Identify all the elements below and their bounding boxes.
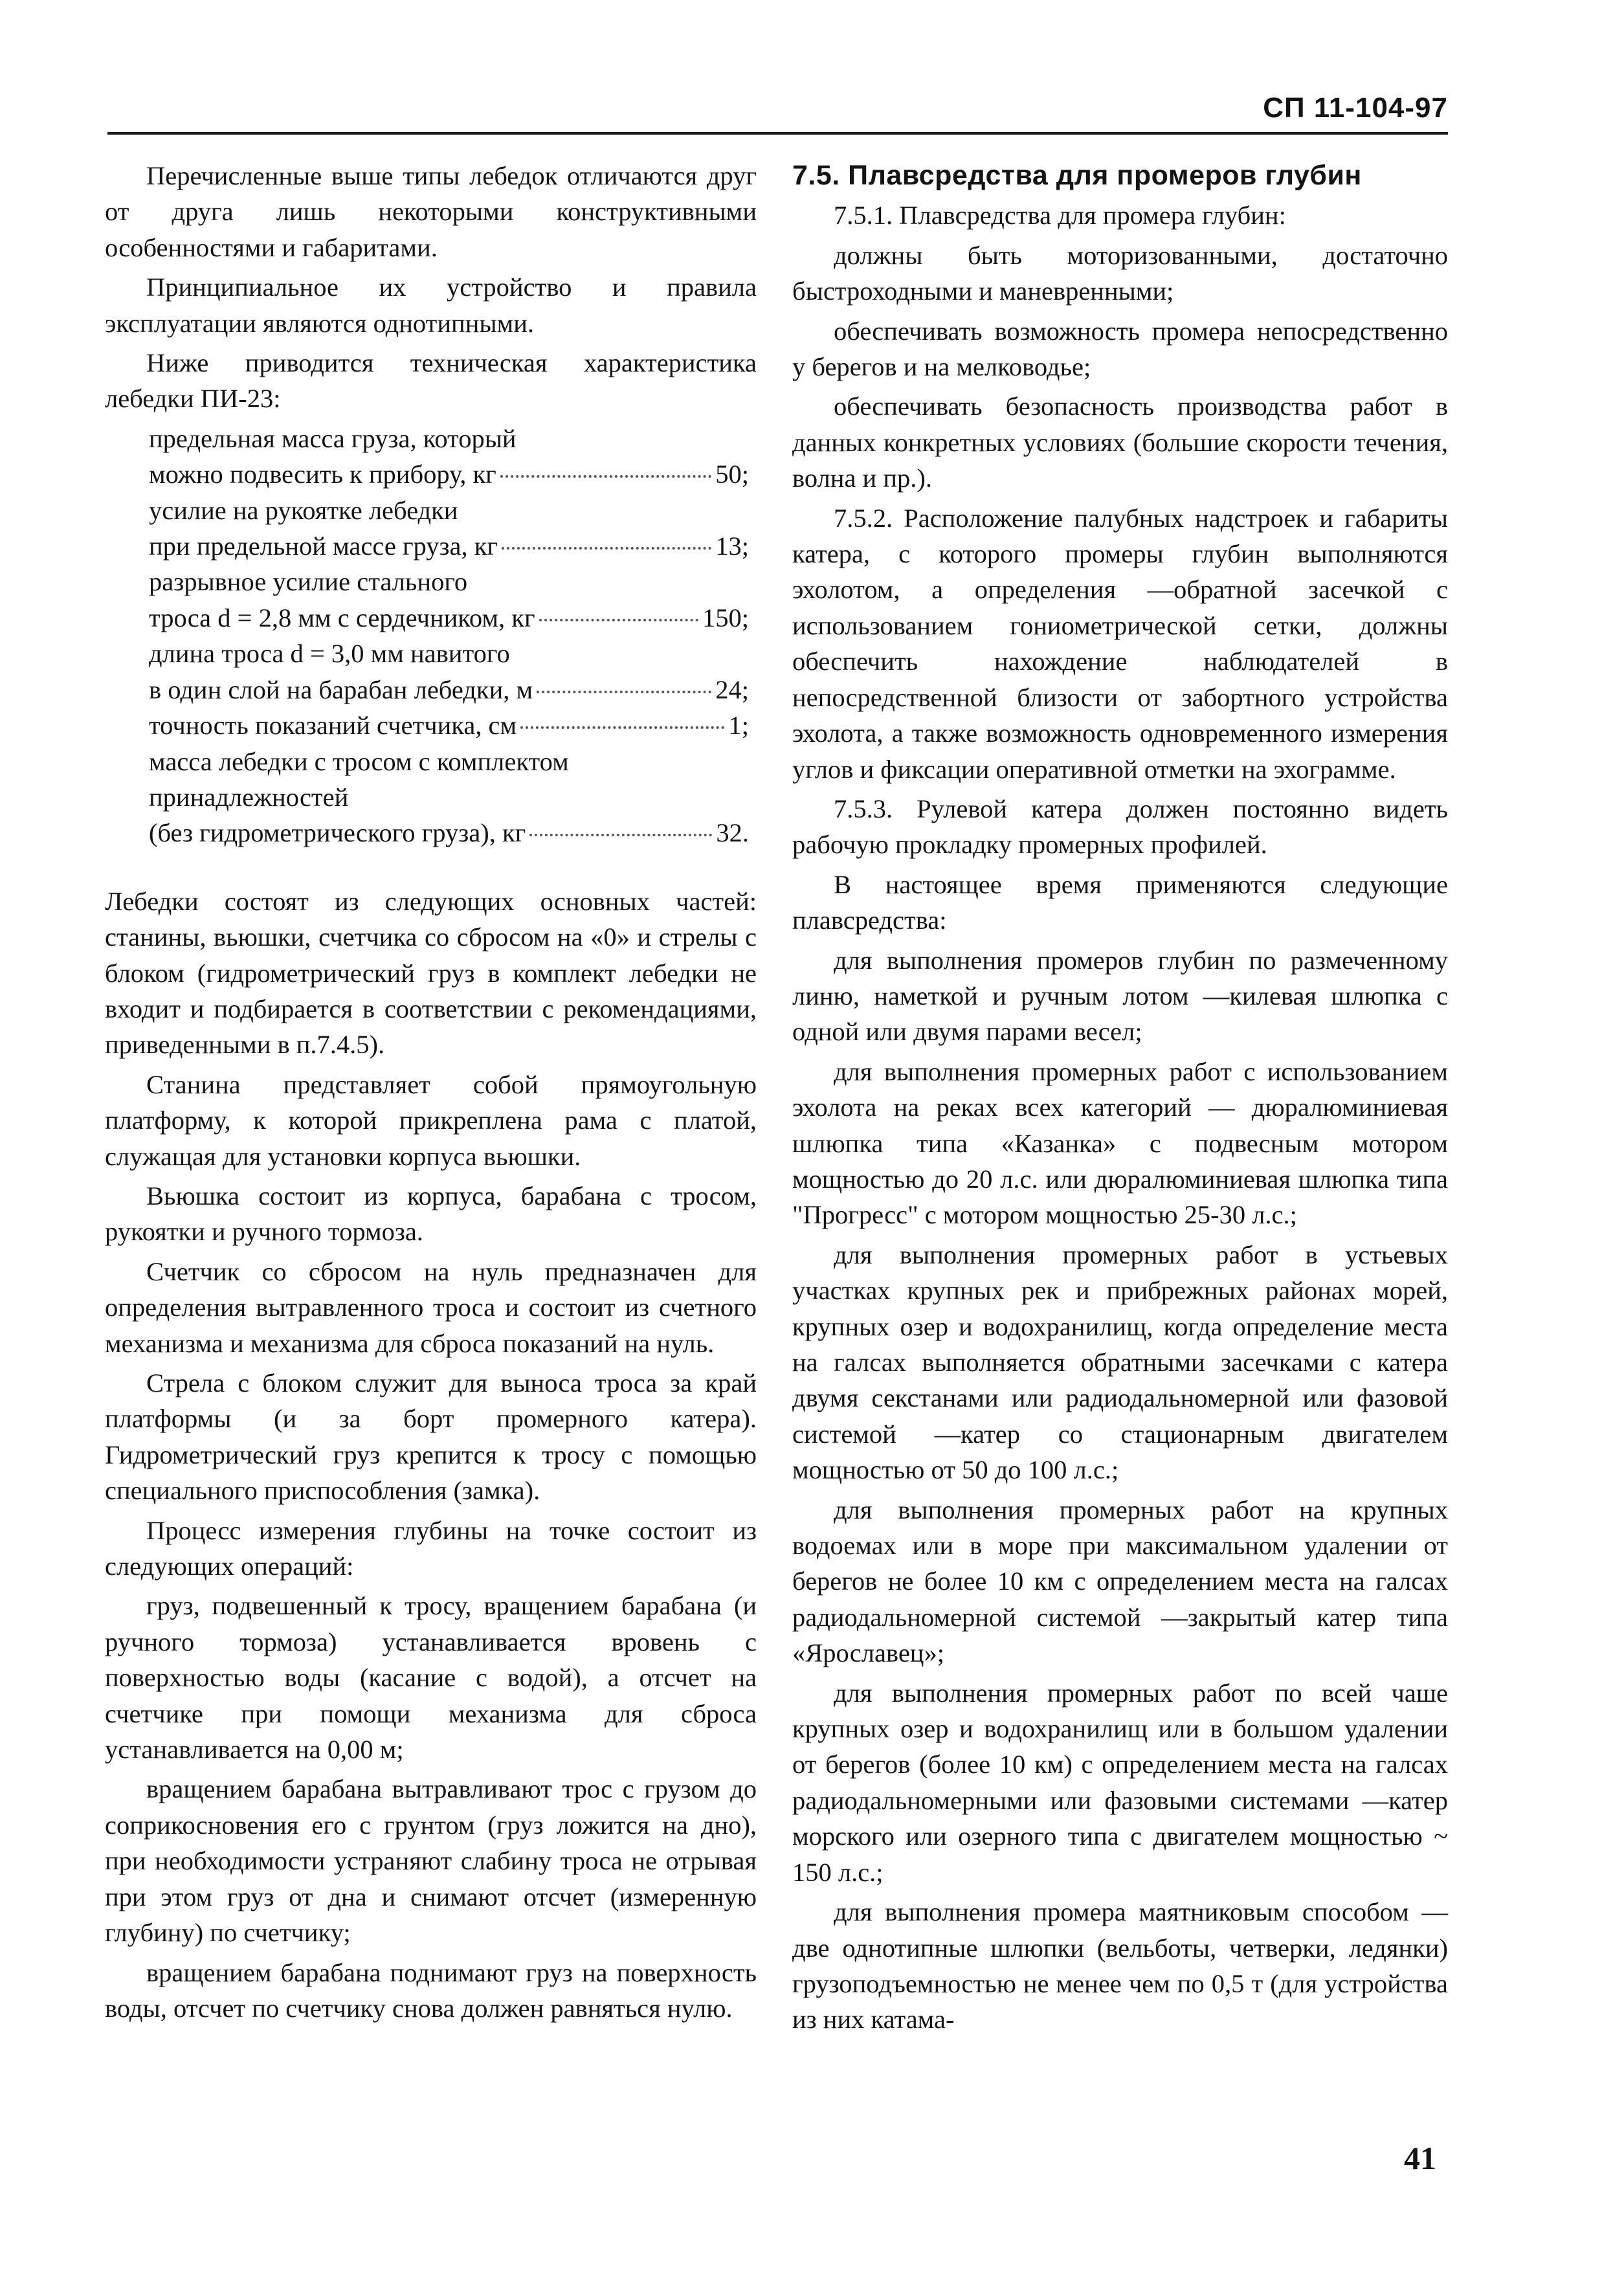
spec-line: длина троса d = 3,0 мм навитого [149,639,510,669]
spec-line: масса лебедки с тросом с комплектом [149,746,569,776]
list-item: для выполнения промерных работ по всей чаше крупных озер и водохранилищ или в большом удалении от берегов (более 10 км) с определением места на галсах радиодальномерными или фазовыми системами —катер морского или озерного типа с двигателем мощностью ~ 150 л.с.; [792,1678,1448,1887]
document-code: СП 11-104-97 [1263,92,1448,124]
paragraph: Лебедки состоят из следующих основных частей: станины, вьюшки, счетчика со сбросом на «0» и стрелы с блоком (гидрометрический груз в комплект лебедки не входит и подбирается в соответствии с рекомендациями, приведенными в п.7.4.5). [105,886,757,1060]
list-item: для выполнения промера маятниковым способом —две однотипные шлюпки (вельботы, четверки, ледянки) грузоподъемностью не менее чем по 0,5 т (для устройства из них катама- [792,1897,1448,2034]
list-item: обеспечивать безопасность производства работ в данных конкретных условиях (большие скорости течения, волна и пр.). [792,392,1448,493]
winch-spec-list [149,421,757,851]
spec-label: можно подвесить к прибору, кг [149,460,496,489]
clause-7-5-2 [792,500,1448,787]
spec-label: троса d = 2,8 мм с сердечником, кг [149,603,535,632]
paragraph: В настоящее время применяются следующие плавсредства: [792,869,1448,935]
list-item: для выполнения промерных работ на крупных водоемах или в море при максимальном удалении от берегов не более 10 км с определением места на галсах радиодальномерной системой —закрытый катер типа «Ярославец»; [792,1495,1448,1668]
clause-7-5-3 [792,791,1448,863]
spec-line: принадлежностей [149,782,349,812]
spec-row [149,528,757,564]
spec-line: предельная масса груза, который [149,423,517,453]
clause-text: Расположение палубных надстроек и габариты катера, с которого промеры глубин выполняются эхолотом, а определения —обратной засечкой с использованием гониометрической сетки, должны обеспечить нахождение наблюдателей в непосредственной близости от забортного устройства эхолота, а также возможность одновременного измерения углов и фиксации оперативной отметки на эхограмме. [792,503,1448,784]
paragraph: вращением барабана поднимают груз на поверхность воды, отсчет по счетчику снова должен равняться нулю. [105,1957,757,2023]
list-item: для выполнения промерных работ с использованием эхолота на реках всех категорий — дюралюминиевая шлюпка типа «Казанка» с подвесным мотором мощностью до 20 л.с. или дюралюминиевая шлюпка типа "Прогресс" с мотором мощностью 25-30 л.с.; [792,1056,1448,1230]
spec-label: в один слой на барабан лебедки, м [149,674,533,704]
paragraph: груз, подвешенный к тросу, вращением барабана (и ручного тормоза) устанавливается вровень с поверхностью воды (касание с водой), а отсчет на счетчике при помощи механизма для сброса устанавливается на 0,00 м; [105,1591,757,1765]
clause-text: Плавсредства для промера глубин: [899,201,1286,230]
dot-leader [537,691,711,693]
spacer [105,851,757,884]
paragraph: Ниже приводится техническая характеристика лебедки ПИ-23: [105,348,757,414]
dot-leader [520,726,724,729]
spec-row [149,672,757,707]
spec-row [149,600,757,636]
spec-line: усилие на рукоятке лебедки [149,495,458,525]
paragraph: вращением барабана вытравливают трос с грузом до соприкосновения его с грунтом (груз ложится на дно), при необходимости устраняют слабину троса не отрывая при этом груз от дна и снимают отсчет (измеренную глубину) по счетчику; [105,1774,757,1948]
list-item: для выполнения промерных работ в устьевых участках крупных рек и прибрежных районах морей, крупных озер и водохранилищ, когда определение места на галсах выполняется обратными засечками с катера двумя секстанами или радиодальномерной или фазовой системой —катер со стационарным двигателем мощностью от 50 до 100 л.с.; [792,1240,1448,1485]
spec-line: разрывное усилие стального [149,567,468,597]
paragraph: Станина представляет собой прямоугольную платформу, к которой прикреплена рама с платой, служащая для установки корпуса вьюшки. [105,1069,757,1171]
spec-label: (без гидрометрического груза), кг [149,818,526,848]
header-rule [107,132,1448,135]
spec-value: 32. [716,818,749,848]
dot-leader [502,547,711,550]
left-column [105,158,757,2030]
spec-label: при предельной массе груза, кг [149,531,498,561]
paragraph: Стрела с блоком служит для выноса троса за край платформы (и за борт промерного катера). Гидрометрический груз крепится к тросу с помощью специального приспособления (замка). [105,1368,757,1506]
dot-leader [529,834,712,836]
paragraph: Процесс измерения глубины на точке состоит из следующих операций: [105,1515,757,1581]
spec-value: 24; [715,674,749,704]
list-item: для выполнения промеров глубин по размеченному линю, наметкой и ручным лотом —килевая шлюпка с одной или двумя парами весел; [792,945,1448,1047]
paragraph: Перечисленные выше типы лебедок отличаются друг от друга лишь некоторыми конструктивными особенностями и габаритами. [105,161,757,262]
clause-number: 7.5.3. [834,794,893,823]
dot-leader [500,475,711,478]
spec-value: 150; [702,603,749,632]
spec-row [149,456,757,492]
clause-number: 7.5.2. [834,503,893,533]
paragraph: Счетчик со сбросом на нуль предназначен для определения вытравленного троса и состоит из счетного механизма и механизма для сброса показаний на нуль. [105,1256,757,1358]
spec-row [149,707,757,743]
spec-label: точность показаний счетчика, см [149,711,517,741]
clause-7-5-1 [792,197,1448,233]
spec-row [149,815,757,851]
clause-number: 7.5.1. [834,201,893,230]
list-item: обеспечивать возможность промера непосредственно у берегов и на мелководье; [792,316,1448,382]
list-item: должны быть моторизованными, достаточно быстроходными и маневренными; [792,240,1448,306]
dot-leader [539,619,698,621]
right-column [792,158,1448,2042]
clause-text: Рулевой катера должен постоянно видеть рабочую прокладку промерных профилей. [792,794,1448,860]
paragraph: Вьюшка состоит из корпуса, барабана с тросом, рукоятки и ручного тормоза. [105,1181,757,1247]
section-title: 7.5. Плавсредства для промеров глубин [792,160,1362,191]
spec-value: 1; [728,711,749,741]
paragraph: Принципиальное их устройство и правила эксплуатации являются однотипными. [105,273,757,338]
spec-value: 50; [715,460,749,489]
spec-value: 13; [715,531,749,561]
page-number: 41 [1404,2140,1436,2176]
